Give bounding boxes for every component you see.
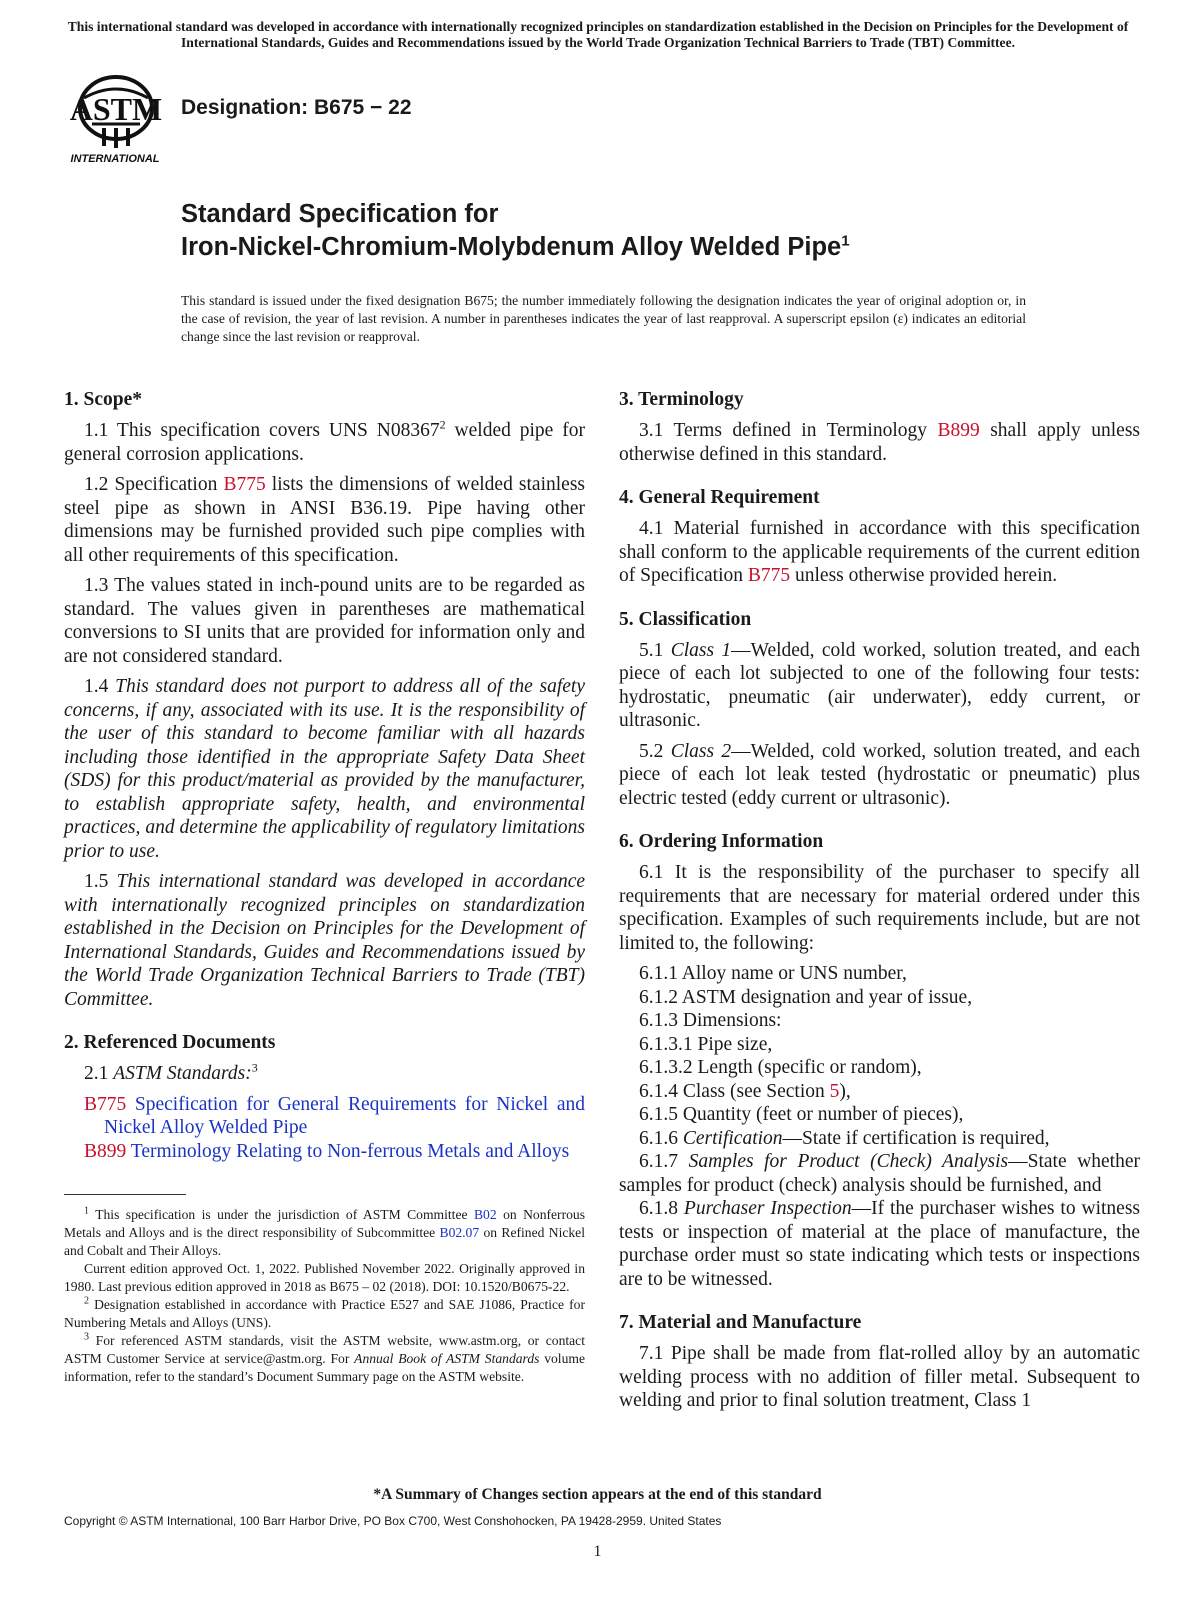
list-item-number: 6.1.6 — [639, 1127, 683, 1149]
title-line-2 — [181, 231, 850, 264]
list-item: 6.1.1 Alloy name or UNS number, — [639, 963, 907, 984]
section-heading: 6. Ordering Information — [619, 831, 824, 852]
list-item-number: 6.1.8 — [639, 1198, 684, 1219]
paragraph-7-1: 7.1 Pipe shall be made from flat-rolled alloy by an automatic welding process with no addition of filler metal. Subsequent to welding and prior to final solution treatment, Class 1 — [619, 1343, 1140, 1411]
paragraph-text: shall apply unless otherwise defined in this standard. — [619, 420, 1141, 465]
list-item: 6.1.2 ASTM designation and year of issue, — [639, 986, 973, 1008]
paragraph-4-1 — [619, 517, 1140, 588]
paragraph-text: unless otherwise provided herein. — [790, 565, 1058, 586]
footnote-text: For referenced ASTM standards, visit the ASTM website, www.astm.org, or contact ASTM Customer Service at service@astm.org. For — [64, 1333, 585, 1366]
document-title — [181, 198, 850, 264]
paragraph-number: 5.2 — [639, 740, 671, 762]
link-b775[interactable]: B775 — [747, 565, 791, 586]
designation: Designation: B675 − 22 — [181, 96, 412, 119]
footnote-3 — [64, 1332, 585, 1386]
footnote-mark[interactable]: 2 — [439, 417, 446, 432]
footnote-text: Designation established in accordance with Practice E527 and SAE J1086, Practice for Numbering Metals and Alloys (UNS). — [64, 1297, 585, 1330]
paragraph-2-1 — [64, 1062, 585, 1086]
footnote-text-italic: Annual Book of ASTM Standards — [354, 1351, 540, 1366]
list-item-term: Purchaser Inspection — [683, 1198, 852, 1219]
paragraph-1-3: 1.3 The values stated in inch-pound units are to be regarded as standard. The values given in parentheses are mathematical conversions to SI units that are provided for information only and are not considered standard. — [64, 575, 585, 667]
reference-title[interactable]: Terminology Relating to Non-ferrous Metals and Alloys — [126, 1140, 570, 1162]
paragraph-1-2 — [64, 473, 585, 567]
footnotes — [64, 1206, 585, 1386]
paragraph-5-1 — [619, 639, 1140, 733]
paragraph-number: 5.1 — [639, 639, 671, 661]
paragraph-1-5 — [64, 870, 585, 1011]
paragraph-text: 1.1 This specification covers UNS N08367 — [84, 420, 440, 441]
paragraph-5-2 — [619, 740, 1140, 811]
paragraph-text: This standard does not purport to address all of the safety concerns, if any, associated with its use. It is the responsibility of the user of this standard to become familiar with all hazards including those identified in the appropriate Safety Data Sheet (SDS) for this product/material as provided by the manufacturer, to establish appropriate safety, health, and environmental practices, and determine the applicability of regulatory limitations prior to use. — [64, 676, 586, 862]
reference-code[interactable]: B775 — [84, 1093, 127, 1115]
footnote-text: volume information, refer to the standard’s Document Summary page on the ASTM website. — [64, 1351, 585, 1384]
paragraph-text: 4.1 Material furnished in accordance with this specification shall conform to the applicable requirements of the current edition of Specification — [619, 518, 1140, 586]
list-item: 6.1.3.1 Pipe size, — [639, 1033, 773, 1055]
list-item-text: —State if certification is required, — [782, 1127, 1050, 1149]
reference-b899[interactable] — [84, 1140, 585, 1164]
paragraph-text: lists the dimensions of welded stainless steel pipe as shown in ANSI B36.19. Pipe having other dimensions may be furnished provided such pipe complies with all other requirements of this specification. — [64, 474, 585, 566]
footnote-number: 3 — [84, 1331, 89, 1343]
link-b02[interactable]: B02 — [473, 1207, 497, 1222]
right-column — [619, 388, 1140, 1433]
list-item — [619, 1127, 1140, 1151]
ordering-list — [619, 962, 1140, 1291]
section-heading: 7. Material and Manufacture — [619, 1312, 862, 1333]
paragraph-text: 3.1 Terms defined in Terminology — [639, 420, 938, 441]
logo-subtext: INTERNATIONAL — [70, 153, 160, 165]
footnote-text: This specification is under the jurisdiction of ASTM Committee — [95, 1207, 474, 1222]
reference-title[interactable]: Specification for General Requirements for Nickel and Nickel Alloy Welded Pipe — [104, 1093, 585, 1138]
summary-of-changes-note: *A Summary of Changes section appears at the end of this standard — [373, 1486, 822, 1503]
paragraph-text: ASTM Standards: — [113, 1063, 252, 1084]
list-item-text: —State whether samples for product (check) analysis should be furnished, and — [619, 1151, 1141, 1196]
footnote-number: 2 — [84, 1295, 89, 1307]
link-b775[interactable]: B775 — [223, 474, 266, 495]
footnote-1-edition: Current edition approved Oct. 1, 2022. Published November 2022. Originally approved in 1980. Last previous edition approved in 2018 as B675 – 02 (2018). DOI: 10.1520/B0675-22. — [64, 1261, 585, 1294]
paragraph-text: —Welded, cold worked, solution treated, and each piece of each lot subjected to one of the following four tests: hydrostatic, pneumatic (air underwater), eddy current, or ultrasonic. — [619, 639, 1140, 731]
list-item-term: Samples for Product (Check) Analysis — [688, 1151, 1009, 1172]
section-heading: 1. Scope* — [64, 389, 142, 410]
paragraph-text: welded pipe for general corrosion applications. — [64, 420, 585, 465]
section-ordering-information — [619, 830, 1140, 1291]
list-item — [619, 1197, 1140, 1291]
link-b899[interactable]: B899 — [937, 420, 980, 441]
paragraph-text: 1.2 Specification — [84, 474, 224, 495]
reference-b775[interactable] — [84, 1093, 585, 1140]
left-column — [64, 388, 585, 1183]
footnote-text: on Nonferrous Metals and Alloys and is the direct responsibility of Subcommittee — [64, 1207, 585, 1240]
link-section-5[interactable]: 5 — [829, 1080, 840, 1102]
class-label: Class 2 — [670, 740, 732, 762]
list-item: 6.1.3.2 Length (specific or random), — [639, 1057, 922, 1078]
section-heading: 2. Referenced Documents — [64, 1032, 276, 1053]
list-item-number: 6.1.7 — [639, 1151, 689, 1172]
list-item: 6.1.3 Dimensions: — [639, 1010, 782, 1031]
section-terminology — [619, 388, 1140, 466]
paragraph-number: 1.4 — [84, 676, 116, 697]
section-heading: 4. General Requirement — [619, 487, 820, 508]
section-classification — [619, 608, 1140, 811]
list-item — [619, 1150, 1140, 1197]
section-heading: 5. Classification — [619, 608, 752, 630]
class-label: Class 1 — [670, 639, 732, 661]
paragraph-text: —Welded, cold worked, solution treated, and each piece of each lot leak tested (hydrostatic or pneumatic) plus electric tested (eddy current or ultrasonic). — [619, 740, 1140, 809]
copyright-line: Copyright © ASTM International, 100 Barr Harbor Drive, PO Box C700, West Conshohocken, PA 19428-2959. United States — [64, 1514, 722, 1528]
paragraph-number: 2.1 — [84, 1063, 114, 1084]
section-heading: 3. Terminology — [619, 389, 744, 410]
paragraph-number: 1.5 — [84, 871, 117, 892]
paragraph-1-4 — [64, 675, 585, 863]
logo-wordmark: ASTM — [69, 91, 163, 127]
footnote-2 — [64, 1296, 585, 1332]
title-line-1: Standard Specification for — [181, 200, 499, 228]
title-footnote-mark[interactable]: 1 — [841, 232, 850, 250]
footnote-divider — [64, 1194, 186, 1195]
paragraph-text: This international standard was developed in accordance with internationally recognized principles on standardization established in the Decision on Principles for the Development of International Standards, Guides and Recommendations issued by the World Trade Organization Technical Barriers to Trade (TBT) Committee. — [64, 871, 586, 1010]
title-line-2-text: Iron-Nickel-Chromium-Molybdenum Alloy Welded Pipe — [181, 233, 842, 261]
section-scope — [64, 388, 585, 1011]
astm-logo — [64, 70, 170, 166]
list-item-text: —If the purchaser wishes to witness tests or inspection of material at the place of manufacture, the purchase order must so state indicating which tests or inspections are to be witnessed. — [619, 1198, 1140, 1290]
issue-note: This standard is issued under the fixed designation B675; the number immediately following the designation indicates the year of original adoption or, in the case of revision, the year of last revision. A number in parentheses indicates the year of last reapproval. A superscript epsilon (ε) indicates an editorial change since the last revision or reapproval. — [181, 293, 1026, 344]
page-number: 1 — [593, 1543, 602, 1560]
reference-code[interactable]: B899 — [84, 1140, 127, 1162]
footnote-text: on Refined Nickel and Cobalt and Their Alloys. — [64, 1225, 585, 1258]
footnote-1 — [64, 1206, 585, 1260]
list-item-text: ), — [839, 1080, 851, 1102]
paragraph-6-1: 6.1 It is the responsibility of the purchaser to specify all requirements that are necessary for material ordered under this specification. Examples of such requirements include, but are not limited to, the following: — [619, 862, 1140, 954]
list-item: 6.1.5 Quantity (feet or number of pieces), — [639, 1104, 964, 1125]
footnote-mark[interactable]: 3 — [251, 1060, 258, 1075]
top-notice: This international standard was developed in accordance with internationally recognized principles on standardization established in the Decision on Principles for the Development of International Standards, Guides and Recommendations issued by the World Trade Organization Technical Barriers to Trade (TBT) Committee. — [67, 19, 1129, 50]
paragraph-3-1 — [619, 419, 1140, 466]
list-item-term: Certification — [682, 1127, 783, 1149]
list-item-text: 6.1.4 Class (see Section — [639, 1080, 830, 1102]
paragraph-1-1 — [64, 419, 585, 466]
section-referenced-documents — [64, 1031, 585, 1163]
list-item — [619, 1080, 1140, 1104]
section-material-and-manufacture — [619, 1311, 1140, 1413]
footnote-number: 1 — [84, 1205, 89, 1217]
link-b02-07[interactable]: B02.07 — [439, 1225, 480, 1240]
section-general-requirement — [619, 486, 1140, 588]
